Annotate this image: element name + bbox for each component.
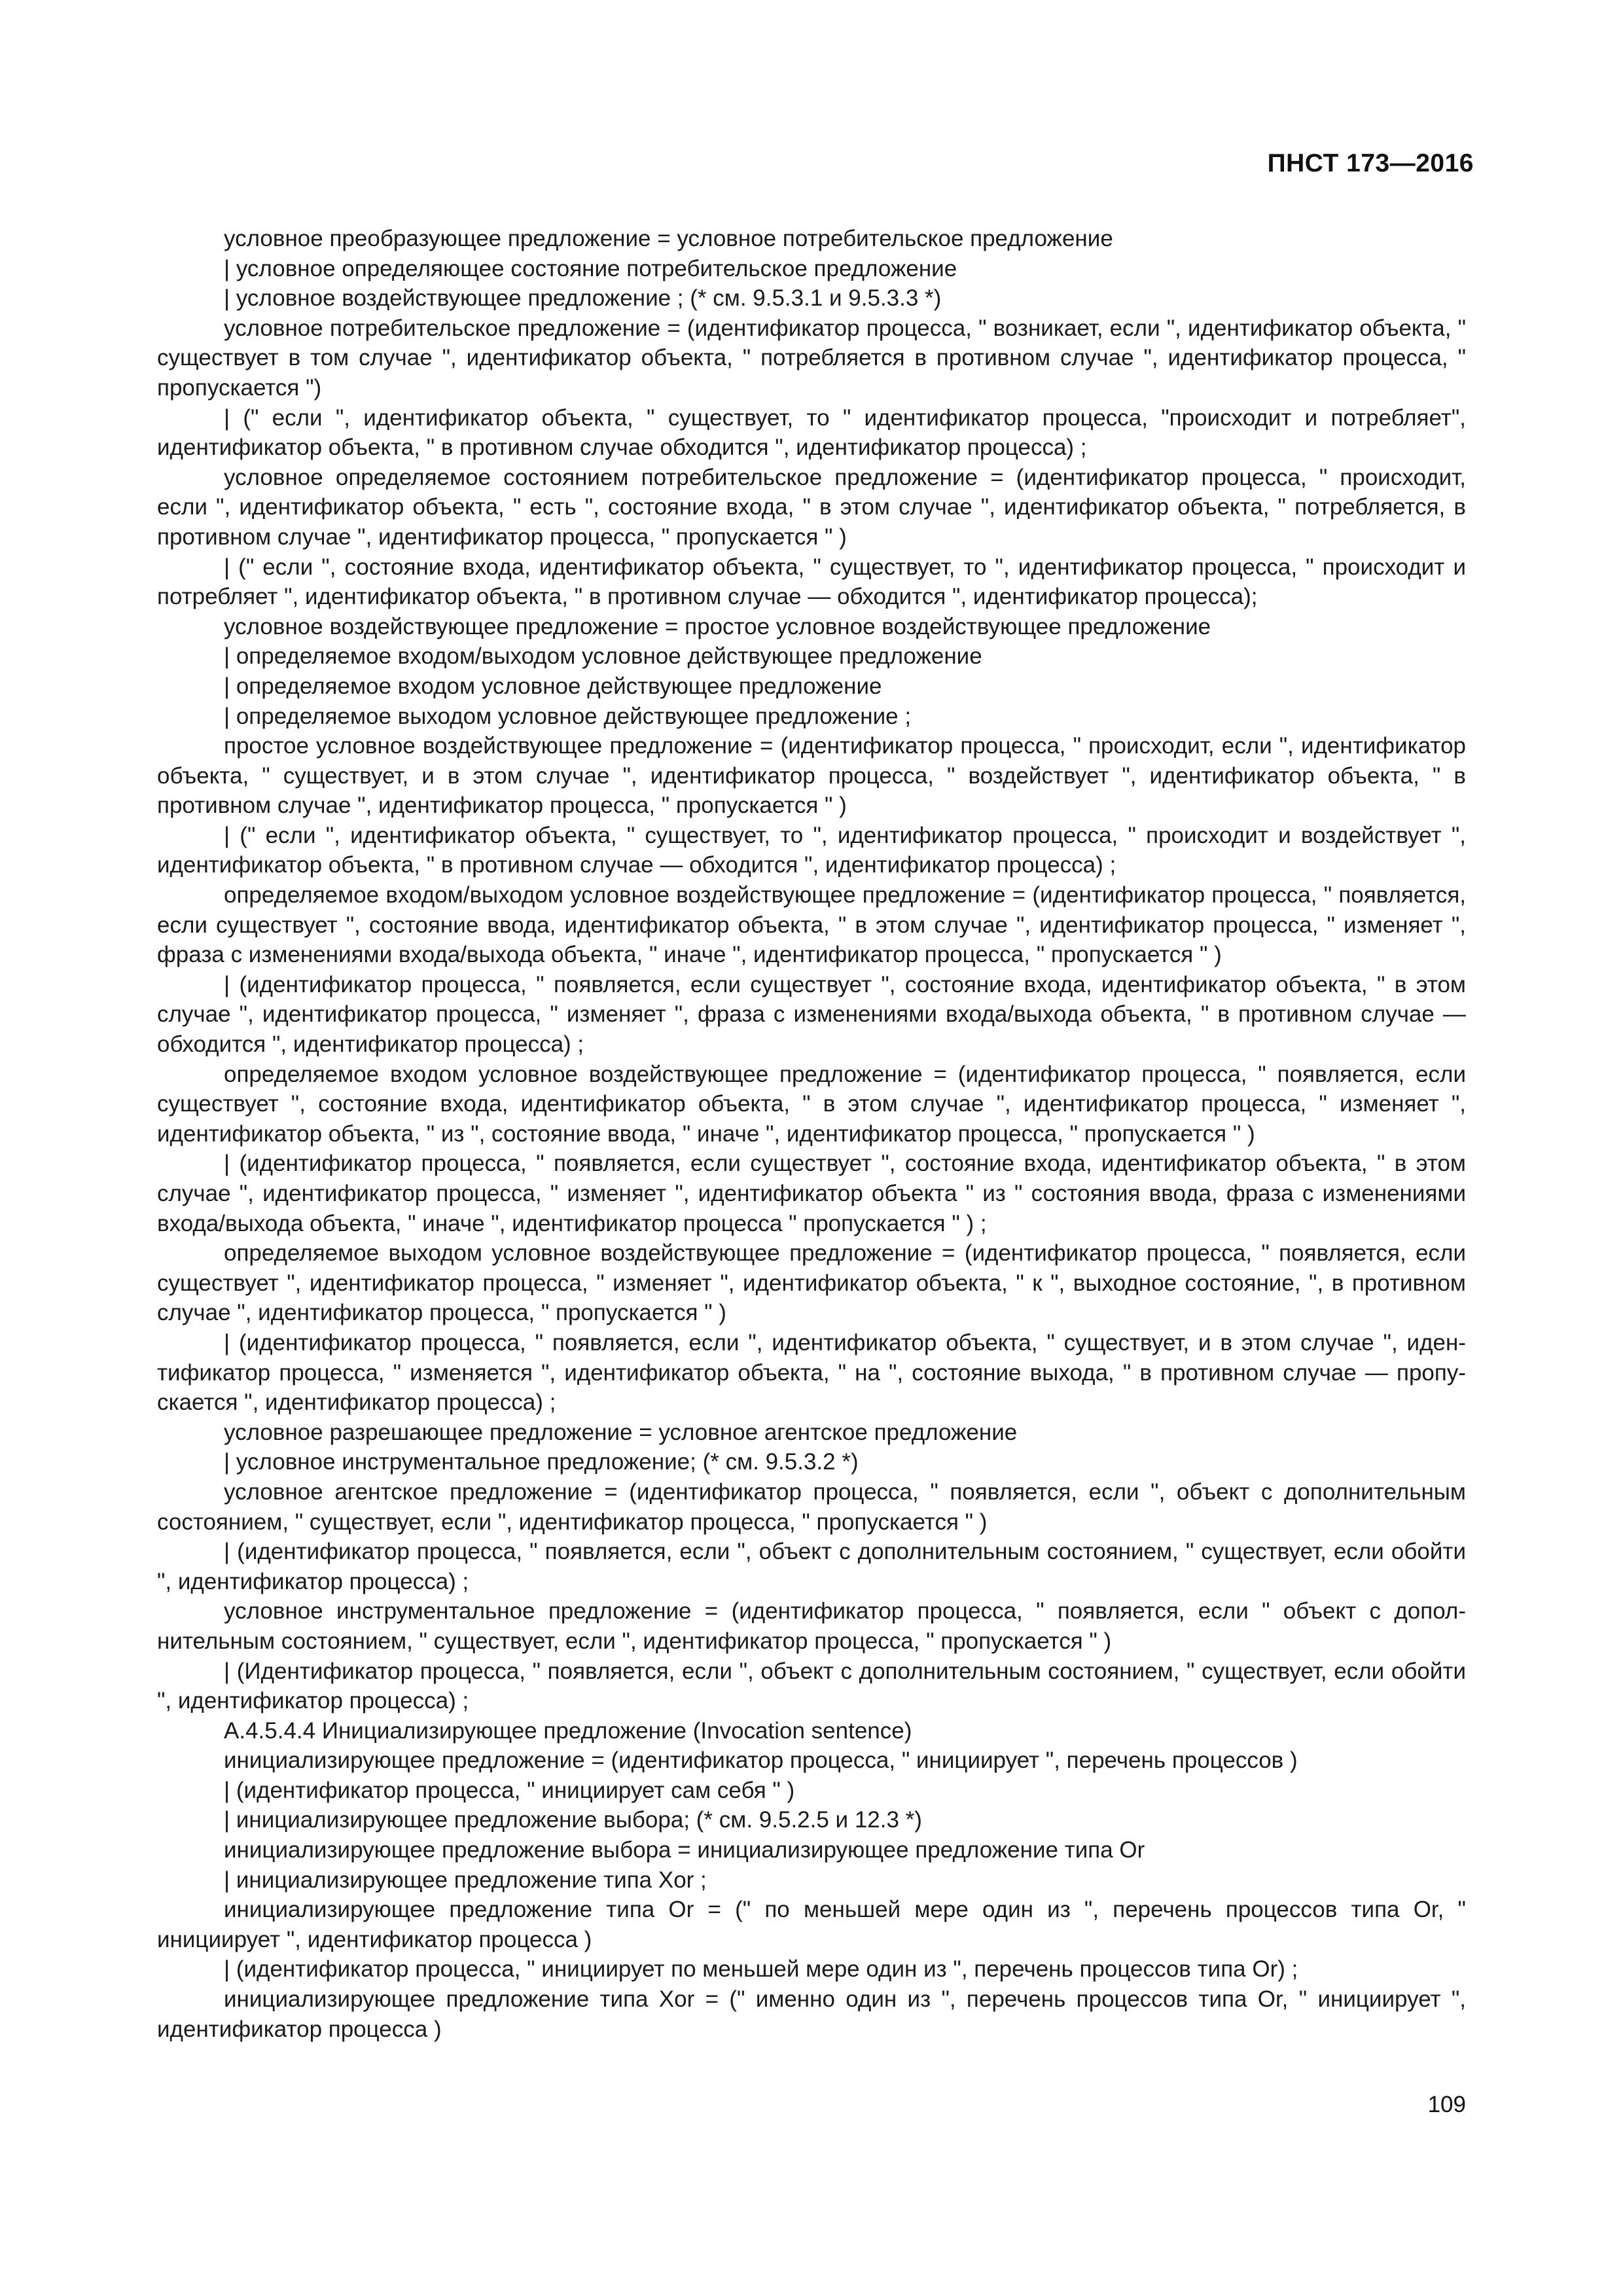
document-code-header: ПНСТ 173—2016 <box>1267 149 1474 177</box>
page-number: 109 <box>1427 2092 1466 2117</box>
paragraph: условное воздействующее предложение = простое условное воздействующее предложение <box>224 613 1211 639</box>
paragraph: | определяемое входом/выходом условное действующее предложение <box>224 643 982 670</box>
paragraph: | определяемое входом условное действующее предложение <box>224 673 882 699</box>
paragraph: | (идентификатор процесса, " инициирует сам себя " ) <box>224 1777 795 1803</box>
paragraph: | условное воздействующее предложение ; (* см. 9.5.3.1 и 9.5.3.3 *) <box>224 285 942 312</box>
paragraph: | (" если ", идентификатор объекта, " существует, то ", идентификатор процесса, " происходит и воздействует ", идентификатор объекта, " в противном случае — обходится ", идентификатор процесса) ; <box>157 822 1466 878</box>
paragraph: | условное инструментальное предложение; (* см. 9.5.3.2 *) <box>224 1449 859 1475</box>
paragraph: | инициализирующее предложение типа Xor ; <box>224 1867 707 1893</box>
paragraph: инициализирующее предложение = (идентификатор процесса, " инициирует ", перечень процессов ) <box>224 1748 1298 1774</box>
paragraph: условное определяемое состоянием потребительское предложение = (идентификатор процесса, " происходит, если ", идентификатор объекта, " есть ", состояние входа, " в этом случае ", идентификатор объекта, " потребляется, в противном случае ", идентификатор процесса, " пропускается " ) <box>157 464 1466 550</box>
paragraph: определяемое выходом условное воздействующее предложение = (идентификатор процесса, " появляется, если существует ", идентификатор процесса, " изменяет ", идентификатор объекта, " к ", выходное состояние, ", в противном случае ", идентификатор процесса, " пропускается " ) <box>157 1240 1466 1326</box>
paragraph: | инициализирующее предложение выбора; (* см. 9.5.2.5 и 12.3 *) <box>224 1807 922 1833</box>
paragraph: | (идентификатор процесса, " появляется, если существует ", состояние входа, идентификатор объекта, " в этом случае ", идентификатор процесса, " изменяет ", идентификатор объекта " из " состояния ввода, фраза с изменениями входа/выхода объекта, " иначе ", идентификатор процесса " пропускается " ) ; <box>157 1151 1466 1236</box>
paragraph: | (идентификатор процесса, " появляется, если существует ", состояние входа, идентификатор объекта, " в этом случае ", идентификатор процесса, " изменяет ", фраза с изменениями входа/выхода объекта, " в противном случае — обходится ", идентификатор процесса) ; <box>157 971 1466 1058</box>
paragraph: инициализирующее предложение типа Xor = (" именно один из ", перечень процессов типа Or, " инициирует ", идентификатор процесса ) <box>157 1986 1466 2042</box>
paragraph: инициализирующее предложение типа Or = (" по меньшей мере один из ", перечень процессов типа Or, " инициирует ", идентификатор процесса ) <box>157 1897 1466 1952</box>
paragraph: условное разрешающее предложение = условное агентское предложение <box>224 1419 1018 1445</box>
paragraph: | (Идентификатор процесса, " появляется, если ", объект с дополнительным состоянием, " существует, если обойти ", идентификатор процесса) ; <box>157 1658 1466 1714</box>
paragraph: | условное определяющее состояние потребительское предложение <box>224 255 957 281</box>
paragraph: инициализирующее предложение выбора = инициализирующее предложение типа Or <box>224 1837 1145 1863</box>
paragraph: | (идентификатор процесса, " появляется, если ", объект с дополнительным состоянием, " существует, если обойти ", идентификатор процесса) ; <box>157 1539 1466 1594</box>
paragraph: условное агентское предложение = (идентификатор процесса, " появляется, если ", объект с дополнительным состоянием, " существует, если ", идентификатор процесса, " пропускается " ) <box>157 1479 1466 1535</box>
paragraph: условное инструментальное предложение = (идентификатор процесса, " появляется, если " объект с дополнительным состоянием, " существует, если ", идентификатор процесса, " пропускается " ) <box>157 1598 1466 1654</box>
paragraph: простое условное воздействующее предложение = (идентификатор процесса, " происходит, если ", идентификатор объекта, " существует, и в этом случае ", идентификатор процесса, " воздействует ", идентификатор объекта, " в противном случае ", идентификатор процесса, " пропускается " ) <box>157 733 1466 819</box>
paragraph: условное потребительское предложение = (идентификатор процесса, " возникает, если ", идентификатор объекта, " существует в том случае ", идентификатор объекта, " потребляется в противном случае ", идентификатор процесса, " пропускается ") <box>157 315 1466 401</box>
paragraph: определяемое входом/выходом условное воздействующее предложение = (идентификатор процесса, " появляется, если существует ", состояние ввода, идентификатор объекта, " в этом случае ", идентификатор процесса, " изменяет ", фраза с изменениями входа/выхода объекта, " иначе ", идентификатор процесса, " пропускается " ) <box>157 882 1466 968</box>
paragraph: условное преобразующее предложение = условное потребительское предложение <box>224 226 1113 251</box>
paragraph: | (идентификатор процесса, " появляется, если ", идентификатор объекта, " существует, и в этом случае ", идентификатор процесса, " изменяется ", идентификатор объекта, " на ", состояние выхода, " в противном случае — пропускается ", идентификатор процесса) ; <box>157 1329 1466 1416</box>
document-body <box>157 224 1466 2044</box>
paragraph: | (" если ", идентификатор объекта, " существует, то " идентификатор процесса, "происходит и потребляет", идентификатор объекта, " в противном случае обходится ", идентификатор процесса) ; <box>157 404 1466 461</box>
paragraph: | определяемое выходом условное действующее предложение ; <box>224 703 912 729</box>
section-heading: А.4.5.4.4 Инициализирующее предложение (Invocation sentence) <box>224 1717 912 1744</box>
paragraph: | (" если ", состояние входа, идентификатор объекта, " существует, то ", идентификатор процесса, " происходит и потребляет ", идентификатор объекта, " в противном случае — обходится ", идентификатор процесса); <box>157 554 1466 610</box>
paragraph: | (идентификатор процесса, " инициирует по меньшей мере один из ", перечень процессов типа Or) ; <box>224 1956 1298 1982</box>
paragraph: определяемое входом условное воздействующее предложение = (идентификатор процесса, " появляется, если существует ", состояние входа, идентификатор объекта, " в этом случае ", идентификатор процесса, " изменяет ", идентификатор объекта, " из ", состояние ввода, " иначе ", идентификатор процесса, " пропускается " ) <box>157 1061 1466 1147</box>
